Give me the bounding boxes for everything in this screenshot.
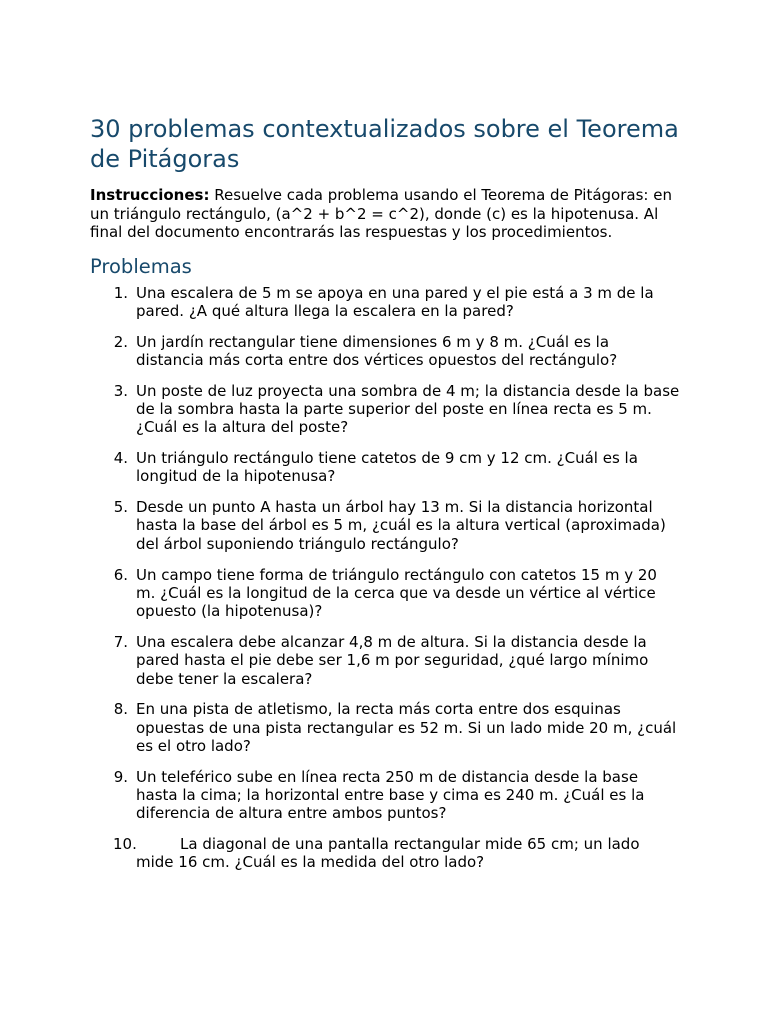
problem-item xyxy=(90,284,680,321)
problem-text: Una escalera debe alcanzar 4,8 m de altura. Si la distancia desde la pared hasta el pie debe ser 1,6 m por seguridad, ¿qué largo mínimo debe tener la escalera? xyxy=(136,632,649,688)
problem-text: En una pista de atletismo, la recta más corta entre dos esquinas opuestas de una pista rectangular es 52 m. Si un lado mide 20 m, ¿cuál es el otro lado? xyxy=(136,700,677,755)
problem-number: 6. xyxy=(113,565,128,584)
problem-item xyxy=(90,566,680,621)
problem-text: Un poste de luz proyecta una sombra de 4 m; la distancia desde la base de la sombra hasta la parte superior del poste en línea recta es 5 m. ¿Cuál es la altura del poste? xyxy=(136,381,680,437)
problem-item xyxy=(90,835,680,872)
problem-item xyxy=(90,633,680,688)
problem-item xyxy=(90,768,680,823)
problem-item xyxy=(90,382,680,437)
problem-number: 4. xyxy=(113,449,128,468)
problem-list xyxy=(90,284,680,872)
problem-text: Desde un punto A hasta un árbol hay 13 m. Si la distancia horizontal hasta la base del árbol es 5 m, ¿cuál es la altura vertical (aproximada) del árbol suponiendo triángulo rectángulo? xyxy=(136,498,666,553)
problem-text: La diagonal de una pantalla rectangular mide 65 cm; un lado mide 16 cm. ¿Cuál es la medida del otro lado? xyxy=(136,835,640,872)
document-page xyxy=(90,114,680,884)
problem-number: 7. xyxy=(113,632,128,651)
document-title: 30 problemas contextualizados sobre el Teorema de Pitágoras xyxy=(90,115,679,173)
problem-text: Un jardín rectangular tiene dimensiones 6 m y 8 m. ¿Cuál es la distancia más corta entre dos vértices opuestos del rectángulo? xyxy=(136,332,618,369)
problem-item xyxy=(90,700,680,755)
problem-text: Una escalera de 5 m se apoya en una pared y el pie está a 3 m de la pared. ¿A qué altura llega la escalera en la pared? xyxy=(136,283,654,320)
problem-text: Un triángulo rectángulo tiene catetos de 9 cm y 12 cm. ¿Cuál es la longitud de la hipotenusa? xyxy=(136,449,638,486)
problem-number: 10. xyxy=(113,835,137,854)
instructions-text: Resuelve cada problema usando el Teorema de Pitágoras: en un triángulo rectángulo, (a^2 + b^2 = c^2), donde (c) es la hipotenusa. Al final del documento encontrarás las respuestas y los procedimientos. xyxy=(90,186,672,241)
instructions-lead: Instrucciones: xyxy=(90,186,210,204)
problem-item xyxy=(90,449,680,486)
instructions-paragraph xyxy=(90,186,680,242)
problem-number: 2. xyxy=(113,332,128,351)
problem-number: 5. xyxy=(113,498,128,517)
problem-item xyxy=(90,498,680,553)
problem-text: Un teleférico sube en línea recta 250 m de distancia desde la base hasta la cima; la horizontal entre base y cima es 240 m. ¿Cuál es la diferencia de altura entre ambos puntos? xyxy=(136,767,645,823)
problem-text: Un campo tiene forma de triángulo rectángulo con catetos 15 m y 20 m. ¿Cuál es la longitud de la cerca que va desde un vértice al vértice opuesto (la hipotenusa)? xyxy=(136,565,657,621)
problem-item xyxy=(90,333,680,370)
problem-number: 8. xyxy=(113,700,128,719)
problem-number: 1. xyxy=(113,283,128,302)
problem-number: 3. xyxy=(113,381,128,400)
problem-number: 9. xyxy=(113,767,128,786)
section-heading-problems: Problemas xyxy=(90,254,192,278)
